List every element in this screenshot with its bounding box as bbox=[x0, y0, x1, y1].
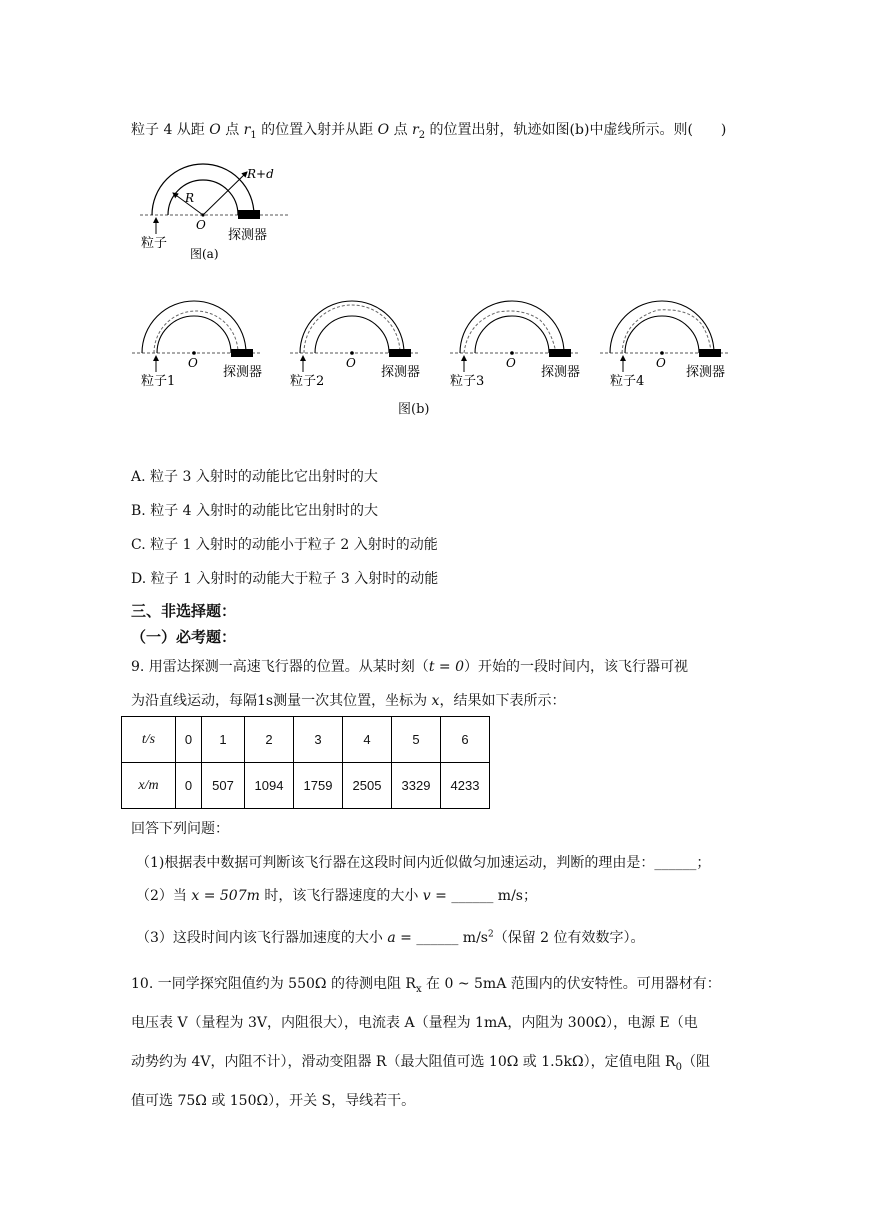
table-row-x bbox=[122, 763, 490, 809]
figure-b-panel-2 bbox=[288, 290, 428, 395]
table-row-t bbox=[122, 717, 490, 763]
var-r1-sub: 1 bbox=[250, 129, 257, 141]
figure-b-panel-3 bbox=[448, 290, 588, 395]
table-cell: 4 bbox=[343, 717, 392, 763]
table-header-t: t/s bbox=[122, 717, 176, 763]
option-c[interactable]: C. 粒子 1 入射时的动能小于粒子 2 入射时的动能 bbox=[131, 537, 438, 553]
option-a[interactable]: A. 粒子 3 入射时的动能比它出射时的大 bbox=[131, 469, 378, 485]
q10-text: （阻 bbox=[681, 1054, 710, 1070]
outer-arc bbox=[152, 164, 254, 215]
table-cell: 1 bbox=[202, 717, 245, 763]
label-R: R bbox=[185, 191, 195, 205]
label-particle-1: 粒子1 bbox=[141, 374, 176, 389]
unit-sup: 2 bbox=[487, 929, 494, 940]
trajectory-dashed bbox=[154, 311, 238, 353]
table-cell: 5 bbox=[392, 717, 441, 763]
label-O: O bbox=[506, 356, 516, 370]
intro-text: 的位置出射，轨迹如图(b)中虚线所示。则( ) bbox=[425, 122, 727, 138]
var-v: v bbox=[422, 888, 431, 904]
var-r2-sub: 2 bbox=[418, 129, 426, 141]
label-O: O bbox=[346, 356, 356, 370]
intro-line bbox=[131, 119, 726, 141]
intro-text: 点 bbox=[389, 122, 413, 138]
q9-text: 为沿直线运动，每隔 bbox=[131, 693, 257, 709]
label-O: O bbox=[656, 356, 666, 370]
label-detector: 探测器 bbox=[541, 365, 581, 380]
var-r1: r bbox=[243, 122, 251, 138]
table-cell: 2505 bbox=[343, 763, 392, 809]
figure-b-panel-1 bbox=[130, 290, 270, 395]
q10-line-2: 电压表 V（量程为 3V，内阻很大），电流表 A（量程为 1mA，内阻为 300Ω），电源 E（电 bbox=[131, 1015, 698, 1031]
figure-b bbox=[130, 290, 740, 420]
q10-line-1 bbox=[131, 973, 721, 995]
q9-text: 测量一次其位置，坐标为 bbox=[273, 693, 432, 709]
label-detector: 探测器 bbox=[223, 365, 263, 380]
label-detector: 探测器 bbox=[686, 365, 726, 380]
equation-x: x = 507m bbox=[191, 888, 260, 904]
center-dot bbox=[510, 351, 514, 355]
table-header-x: x/m bbox=[122, 763, 176, 809]
answer-blank-velocity[interactable]: = ______ m/s； bbox=[430, 888, 537, 904]
var-r2: r bbox=[412, 122, 419, 138]
q9-text: （2）当 bbox=[136, 888, 192, 904]
detector-block bbox=[699, 349, 721, 357]
point-O: O bbox=[377, 122, 390, 138]
table-cell: 1759 bbox=[294, 763, 343, 809]
q9-text: （3）这段时间内该飞行器加速度的大小 bbox=[136, 930, 388, 946]
q9-text: ）开始的一段时间内，该飞行器可视 bbox=[463, 659, 688, 675]
detector-block bbox=[238, 210, 260, 219]
label-Rd: R+d bbox=[247, 167, 274, 181]
section-heading-3: 三、非选择题： bbox=[131, 602, 237, 620]
label-particle-2: 粒子2 bbox=[290, 374, 325, 389]
answer-blank-acceleration[interactable]: = ______ m/s bbox=[395, 930, 488, 946]
center-dot bbox=[201, 213, 204, 216]
table-cell: 1094 bbox=[245, 763, 294, 809]
q9-sub-3 bbox=[136, 927, 645, 947]
q10-text: 10. 一同学探究阻值约为 550Ω 的待测电阻 R bbox=[131, 976, 416, 992]
label-particle-4: 粒子4 bbox=[610, 374, 645, 389]
q9-sub-1: （1)根据表中数据可判断该飞行器在这段时间内近似做匀加速运动，判断的理由是：______； bbox=[136, 855, 711, 871]
center-dot bbox=[660, 351, 664, 355]
var-a: a bbox=[387, 930, 396, 946]
table-cell: 2 bbox=[245, 717, 294, 763]
figure-a bbox=[130, 150, 300, 265]
q9-text: （保留 2 位有效数字）。 bbox=[493, 930, 645, 946]
table-cell: 0 bbox=[176, 763, 202, 809]
q9-answer-prompt: 回答下列问题： bbox=[131, 821, 229, 837]
figure-b-panel-4 bbox=[598, 290, 738, 395]
q9-sub-2 bbox=[136, 885, 537, 905]
table-cell: 4233 bbox=[441, 763, 490, 809]
data-table bbox=[121, 716, 490, 809]
section-heading-required: （一）必考题： bbox=[131, 628, 237, 646]
q9-line-1 bbox=[131, 656, 688, 676]
center-dot bbox=[350, 351, 354, 355]
trajectory-dashed bbox=[304, 305, 400, 353]
table-cell: 3329 bbox=[392, 763, 441, 809]
label-O: O bbox=[196, 218, 206, 232]
q10-text: 动势约为 4V，内阻不计），滑动变阻器 R（最大阻值可选 10Ω 或 1.5kΩ），定值电阻 R bbox=[131, 1054, 676, 1070]
caption-a: 图(a) bbox=[190, 247, 219, 261]
table-cell: 6 bbox=[441, 717, 490, 763]
q9-line-2 bbox=[131, 690, 565, 710]
var-x: x bbox=[431, 693, 440, 709]
q9-text: 时，该飞行器速度的大小 bbox=[259, 888, 423, 904]
center-dot bbox=[192, 351, 196, 355]
var-R0-sub: 0 bbox=[675, 1061, 682, 1073]
label-particle-3: 粒子3 bbox=[450, 374, 485, 389]
q10-line-3 bbox=[131, 1051, 710, 1073]
option-b[interactable]: B. 粒子 4 入射时的动能比它出射时的大 bbox=[131, 503, 378, 519]
intro-text: 点 bbox=[220, 122, 244, 138]
caption-b: 图(b) bbox=[398, 402, 430, 417]
point-O: O bbox=[209, 122, 221, 138]
label-detector: 探测器 bbox=[228, 228, 268, 243]
option-d[interactable]: D. 粒子 1 入射时的动能大于粒子 3 入射时的动能 bbox=[131, 571, 439, 587]
q9-text: ，结果如下表所示： bbox=[439, 693, 566, 709]
q10-line-4: 值可选 75Ω 或 150Ω），开关 S，导线若干。 bbox=[131, 1093, 416, 1109]
intro-text: 的位置入射并从距 bbox=[256, 122, 378, 138]
label-O: O bbox=[188, 356, 198, 370]
equation-t0: t = 0 bbox=[428, 659, 464, 675]
intro-text: 粒子 4 从距 bbox=[131, 122, 210, 138]
q9-text: 9. 用雷达探测一高速飞行器的位置。从某时刻（ bbox=[131, 659, 429, 675]
detector-block bbox=[231, 349, 253, 357]
radius-Rd bbox=[203, 172, 247, 215]
unit-1s: 1s bbox=[257, 693, 274, 709]
label-detector: 探测器 bbox=[381, 365, 421, 380]
table-cell: 507 bbox=[202, 763, 245, 809]
detector-block bbox=[389, 349, 411, 357]
q10-text: 在 0 ~ 5mA 范围内的伏安特性。可用器材有： bbox=[421, 976, 721, 992]
detector-block bbox=[549, 349, 571, 357]
inner-arc bbox=[315, 316, 389, 353]
label-particle: 粒子 bbox=[141, 236, 168, 251]
var-Rx-sub: x bbox=[415, 983, 422, 995]
table-cell: 0 bbox=[176, 717, 202, 763]
table-cell: 3 bbox=[294, 717, 343, 763]
inner-arc bbox=[475, 316, 549, 353]
